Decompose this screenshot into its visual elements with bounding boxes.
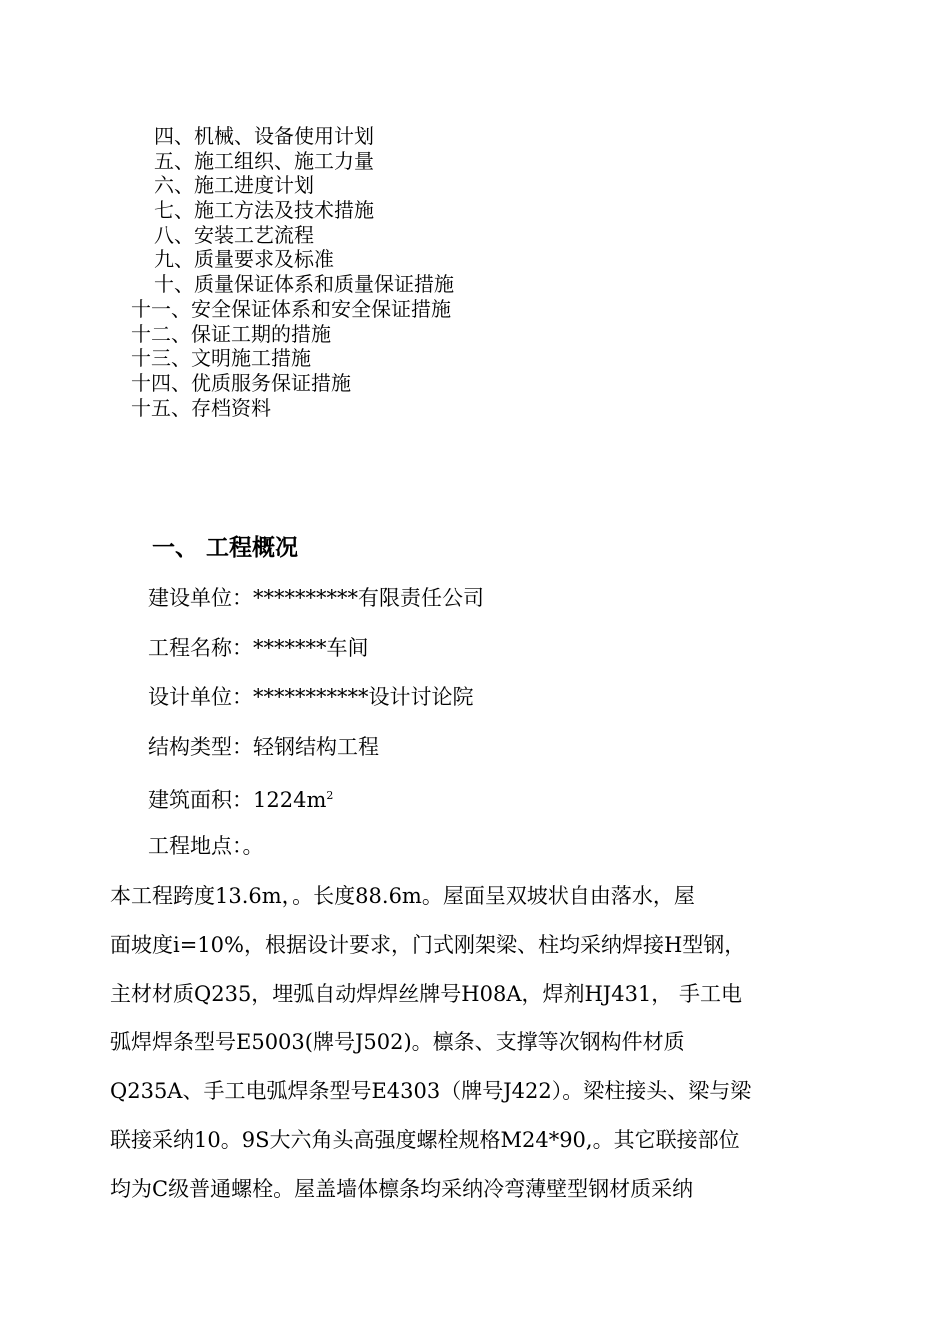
paragraph-line: 弧焊焊条型号E5003(牌号J502)。檩条、支撑等次钢构件材质 [110, 1030, 685, 1055]
designer-row: 设计单位：***********设计讨论院 [148, 685, 474, 710]
toc-item: 四、机械、设备使用计划 [154, 124, 374, 148]
toc-item: 十三、文明施工措施 [131, 346, 311, 371]
section-heading: 一、 工程概况 [152, 535, 299, 561]
paragraph-line: 联接采纳10。9S大六角头高强度螺栓规格M24*90,。其它联接部位 [110, 1127, 740, 1152]
location-row: 工程地点：。 [148, 833, 264, 858]
paragraph-line: 均为C级普通螺栓。屋盖墙体檩条均采纳冷弯薄壁型钢材质采纳 [110, 1176, 694, 1201]
structure-row: 结构类型：轻钢结构工程 [148, 734, 379, 759]
paragraph-line: 主材材质Q235，埋弧自动焊焊丝牌号H08A，焊剂HJ431， 手工电 [110, 981, 742, 1006]
paragraph-line: 面坡度i=10%，根据设计要求，门式刚架梁、柱均采纳焊接H型钢， [110, 932, 746, 957]
area-text: 建筑面积：1224m [148, 788, 327, 813]
toc-item: 十、质量保证体系和质量保证措施 [154, 272, 454, 297]
table-of-contents [0, 124, 950, 420]
toc-item: 六、施工进度计划 [154, 173, 314, 198]
owner-row: 建设单位：**********有限责任公司 [148, 586, 484, 610]
toc-item: 十五、存档资料 [131, 395, 271, 420]
toc-item: 十一、安全保证体系和安全保证措施 [131, 296, 451, 321]
area-superscript: 2 [326, 789, 334, 803]
toc-item: 九、质量要求及标准 [154, 247, 334, 272]
project-name-row: 工程名称：*******车间 [148, 635, 369, 660]
toc-item: 八、安装工艺流程 [154, 222, 314, 247]
paragraph-line: 本工程跨度13.6m，。长度88.6m。屋面呈双坡状自由落水，屋 [110, 884, 695, 908]
toc-item: 十四、优质服务保证措施 [131, 370, 351, 395]
area-row [148, 778, 484, 828]
toc-item: 五、施工组织、施工力量 [154, 148, 374, 173]
paragraph-line: Q235A、手工电弧焊条型号E4303（牌号J422）。梁柱接头、梁与梁 [110, 1079, 752, 1104]
toc-item: 十二、保证工期的措施 [131, 321, 331, 346]
project-description [110, 876, 870, 1218]
project-info [148, 580, 484, 878]
toc-item: 七、施工方法及技术措施 [154, 198, 374, 223]
